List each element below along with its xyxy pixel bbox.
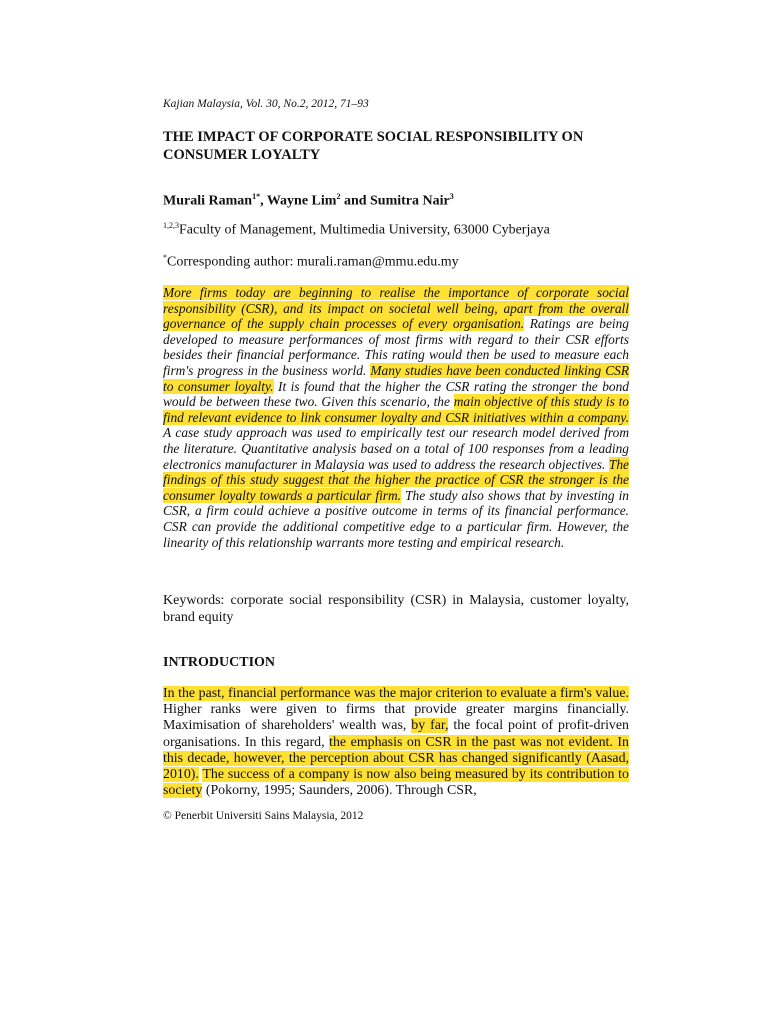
author-superscript: 3 — [449, 192, 454, 201]
corresponding-text: Corresponding author: murali.raman@mmu.edu.my — [167, 254, 459, 270]
author-superscript: 2 — [336, 192, 341, 201]
body-text: A case study approach was used to empirically test our research model derived from the literature. Quantitative analysis based on a total of 100 responses from a leading electronics manufacturer in Malaysia was used to address the research objectives. — [163, 425, 629, 472]
journal-citation: Kajian Malaysia, Vol. 30, No.2, 2012, 71–93 — [163, 98, 369, 110]
highlighted-text: The success of a company is now also being measured by its contribution to society — [163, 767, 629, 799]
author-superscript: 1* — [252, 192, 261, 201]
body-text: Higher ranks were given to firms that provide greater margins financially. Maximisation of shareholders' wealth was, — [163, 702, 629, 734]
highlighted-text: The findings of this study suggest that the higher the practice of CSR the stronger is the consumer loyalty towards a particular firm. — [163, 456, 629, 503]
corresponding-superscript: * — [163, 253, 167, 262]
highlighted-text: Many studies have been conducted linking CSR to consumer loyalty. — [163, 362, 629, 394]
affiliation-superscript: 1,2,3 — [163, 221, 179, 230]
author-name: Wayne Lim — [266, 193, 337, 209]
corresponding-author — [163, 253, 459, 271]
author-separator: , — [260, 193, 267, 209]
section-heading-introduction: INTRODUCTION — [163, 655, 276, 670]
highlighted-text: the emphasis on CSR in the past was not evident. In this decade, however, the perception about CSR has changed significantly (Aasad, 2010). — [163, 734, 629, 783]
highlighted-text: In the past, financial performance was the major criterion to evaluate a firm's value. — [163, 686, 629, 701]
body-text: (Pokorny, 1995; Saunders, 2006). Through CSR, — [202, 783, 477, 799]
affiliation-text: Faculty of Management, Multimedia University, 63000 Cyberjaya — [179, 222, 550, 238]
author-separator: and — [340, 193, 371, 209]
introduction-paragraph — [163, 686, 629, 799]
highlighted-text: by far, — [411, 718, 449, 734]
body-text: the focal point of profit-driven organisations. In this regard, — [163, 718, 629, 750]
highlighted-text: More firms today are beginning to realise the importance of corporate social responsibility (CSR), and its impact on societal well being, apart from the overall governance of the supply chain processes of every organisation. — [163, 285, 629, 332]
highlighted-text: main objective of this study is to find relevant evidence to link consumer loyalty and CSR initiatives within a company. — [163, 394, 629, 425]
author-list — [163, 192, 454, 210]
author-name: Sumitra Nair — [370, 193, 450, 209]
copyright-footer: © Penerbit Universiti Sains Malaysia, 2012 — [163, 810, 364, 822]
body-text: Ratings are being developed to measure performances of most firms with regard to their CSR efforts besides their financial performance. This rating would then be used to measure each firm's progress in the business world. — [163, 316, 630, 378]
author-name: Murali Raman — [163, 193, 253, 209]
body-text: It is found that the higher the CSR rating the stronger the bond would be between these two. Given this scenario, the — [163, 378, 629, 410]
body-text: The study also shows that by investing in CSR, a firm could achieve a positive outcome in terms of its financial performance. CSR can provide the additional competitive edge to a particular firm. However, the linearity of this relationship warrants more testing and empirical research. — [163, 487, 630, 550]
paper-title: THE IMPACT OF CORPORATE SOCIAL RESPONSIBILITY ON CONSUMER LOYALTY — [163, 129, 584, 163]
keywords: Keywords: corporate social responsibility (CSR) in Malaysia, customer loyalty, brand equity — [163, 593, 629, 625]
abstract-paragraph — [163, 285, 629, 550]
affiliation — [163, 221, 550, 239]
